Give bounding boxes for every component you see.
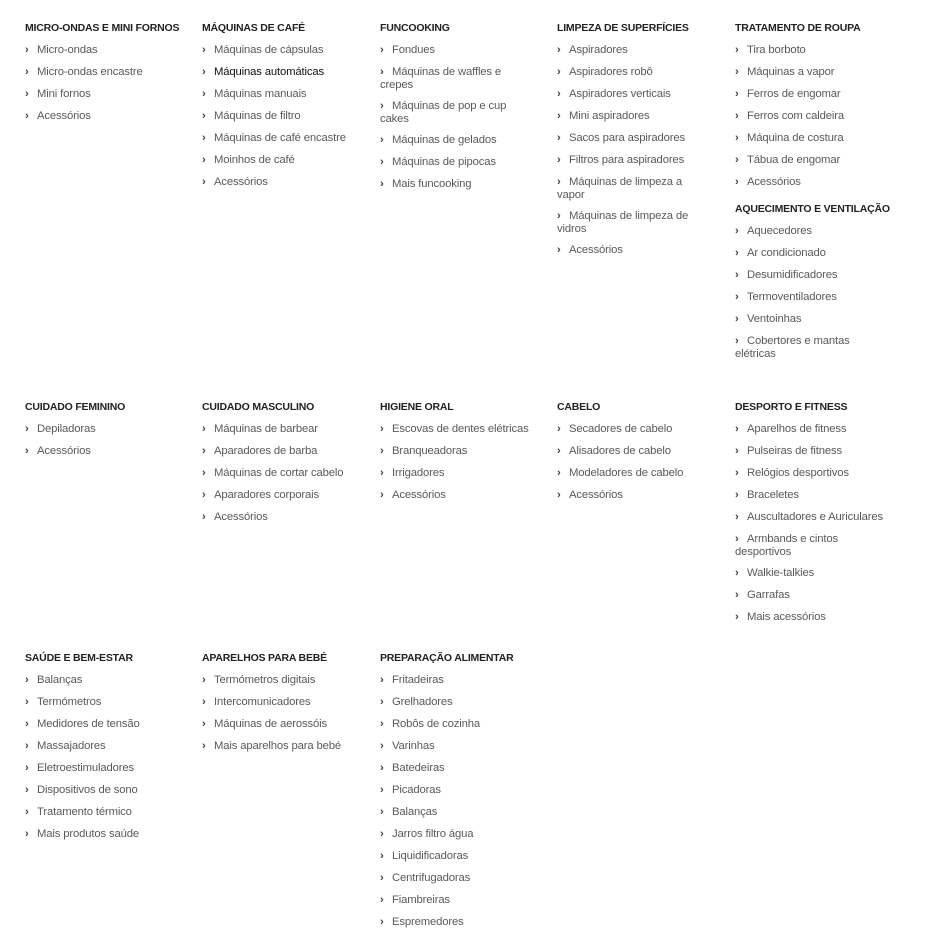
chevron-right-icon: › — [380, 423, 384, 435]
chevron-right-icon: › — [380, 806, 384, 818]
category-link[interactable]: › Moinhos de café — [202, 154, 295, 166]
section-heading: TRATAMENTO DE ROUPA — [735, 22, 861, 34]
section-heading: SAÚDE E BEM-ESTAR — [25, 652, 133, 664]
category-link[interactable]: › Máquina de costura — [735, 132, 844, 144]
category-link[interactable]: › Fritadeiras — [380, 674, 444, 686]
category-link[interactable]: › Walkie-talkies — [735, 567, 815, 579]
chevron-right-icon: › — [735, 489, 739, 501]
chevron-right-icon: › — [557, 210, 561, 222]
chevron-right-icon: › — [557, 489, 561, 501]
category-link[interactable]: › Balanças — [25, 674, 83, 686]
chevron-right-icon: › — [735, 132, 739, 144]
category-link[interactable]: › Acessórios — [202, 511, 268, 523]
category-link[interactable]: › Máquinas a vapor — [735, 66, 835, 78]
chevron-right-icon: › — [380, 850, 384, 862]
chevron-right-icon: › — [202, 423, 206, 435]
chevron-right-icon: › — [202, 154, 206, 166]
chevron-right-icon: › — [735, 511, 739, 523]
category-link[interactable]: › Liquidificadoras — [380, 850, 469, 862]
section-aparelhos-para-bebe — [202, 652, 367, 762]
chevron-right-icon: › — [380, 66, 384, 78]
category-link[interactable]: › Tratamento térmico — [25, 806, 132, 818]
category-link[interactable]: › Mini aspiradores — [557, 110, 650, 122]
chevron-right-icon: › — [25, 806, 29, 818]
section-heading: CUIDADO FEMININO — [25, 401, 126, 413]
category-link[interactable]: › Batedeiras — [380, 762, 445, 774]
chevron-right-icon: › — [202, 66, 206, 78]
section-heading: PREPARAÇÃO ALIMENTAR — [380, 652, 514, 664]
section-heading: CABELO — [557, 401, 601, 413]
category-link[interactable]: › Mais produtos saúde — [25, 828, 140, 840]
category-link[interactable]: › Termómetros digitais — [202, 674, 316, 686]
category-link[interactable]: › Aspiradores robô — [557, 66, 653, 78]
chevron-right-icon: › — [735, 533, 739, 545]
chevron-right-icon: › — [557, 244, 561, 256]
chevron-right-icon: › — [735, 423, 739, 435]
category-link[interactable]: › Massajadores — [25, 740, 106, 752]
section-heading: CUIDADO MASCULINO — [202, 401, 315, 413]
chevron-right-icon: › — [557, 132, 561, 144]
category-list — [25, 44, 190, 123]
category-link[interactable]: › Máquinas de limpeza de vidros — [557, 210, 689, 235]
section-heading: FUNCOOKING — [380, 22, 450, 34]
chevron-right-icon: › — [202, 740, 206, 752]
section-heading-aquecimento: AQUECIMENTO E VENTILAÇÃO — [735, 203, 890, 215]
category-link[interactable]: › Máquinas de pop e cup cakes — [380, 100, 507, 125]
section-heading: DESPORTO E FITNESS — [735, 401, 848, 413]
category-link[interactable]: › Ar condicionado — [735, 247, 826, 259]
category-link[interactable]: › Picadoras — [380, 784, 441, 796]
category-link[interactable]: › Máquinas de barbear — [202, 423, 318, 435]
category-link[interactable]: › Máquinas de cortar cabelo — [202, 467, 344, 479]
section-cabelo — [557, 401, 722, 511]
chevron-right-icon: › — [25, 828, 29, 840]
category-link[interactable]: › Escovas de dentes elétricas — [380, 423, 529, 435]
category-link[interactable]: › Máquinas de gelados — [380, 134, 497, 146]
category-link[interactable]: › Máquinas de aerossóis — [202, 718, 328, 730]
category-link[interactable]: › Garrafas — [735, 589, 790, 601]
chevron-right-icon: › — [380, 696, 384, 708]
chevron-right-icon: › — [735, 445, 739, 457]
chevron-right-icon: › — [25, 110, 29, 122]
chevron-right-icon: › — [380, 828, 384, 840]
chevron-right-icon: › — [557, 176, 561, 188]
category-link[interactable]: › Sacos para aspiradores — [557, 132, 686, 144]
category-link[interactable]: › Aquecedores — [735, 225, 812, 237]
category-link[interactable]: › Modeladores de cabelo — [557, 467, 684, 479]
chevron-right-icon: › — [202, 511, 206, 523]
category-link[interactable]: › Robôs de cozinha — [380, 718, 481, 730]
section-cuidado-feminino — [25, 401, 190, 467]
category-link[interactable]: › Ferros de engomar — [735, 88, 841, 100]
category-link[interactable]: › Eletroestimuladores — [25, 762, 134, 774]
chevron-right-icon: › — [735, 154, 739, 166]
chevron-right-icon: › — [380, 674, 384, 686]
category-link[interactable]: › Acessórios — [25, 110, 91, 122]
chevron-right-icon: › — [380, 489, 384, 501]
category-link[interactable]: › Depiladoras — [25, 423, 96, 435]
chevron-right-icon: › — [25, 762, 29, 774]
category-link[interactable]: › Auscultadores e Auriculares — [735, 511, 883, 523]
category-link[interactable]: › Ferros com caldeira — [735, 110, 844, 122]
chevron-right-icon: › — [202, 467, 206, 479]
chevron-right-icon: › — [735, 567, 739, 579]
chevron-right-icon: › — [380, 44, 384, 56]
category-list — [735, 423, 905, 624]
category-link[interactable]: › Varinhas — [380, 740, 435, 752]
category-list — [557, 44, 707, 257]
chevron-right-icon: › — [25, 88, 29, 100]
section-micro-ondas — [25, 22, 190, 132]
chevron-right-icon: › — [380, 134, 384, 146]
category-link[interactable]: › Pulseiras de fitness — [735, 445, 842, 457]
chevron-right-icon: › — [25, 784, 29, 796]
category-link[interactable]: › Intercomunicadores — [202, 696, 311, 708]
category-list — [380, 674, 545, 929]
category-link[interactable]: › Aparadores de barba — [202, 445, 318, 457]
category-list — [557, 423, 722, 502]
category-link[interactable]: › Tira borboto — [735, 44, 806, 56]
chevron-right-icon: › — [25, 718, 29, 730]
category-link[interactable]: › Máquinas de filtro — [202, 110, 301, 122]
chevron-right-icon: › — [735, 110, 739, 122]
category-link[interactable]: › Acessórios — [25, 445, 91, 457]
chevron-right-icon: › — [735, 611, 739, 623]
chevron-right-icon: › — [380, 740, 384, 752]
chevron-right-icon: › — [735, 66, 739, 78]
category-link[interactable]: › Termómetros — [25, 696, 102, 708]
chevron-right-icon: › — [380, 762, 384, 774]
category-list — [202, 674, 367, 753]
chevron-right-icon: › — [380, 445, 384, 457]
category-link[interactable]: › Acessórios — [557, 489, 623, 501]
category-link[interactable]: › Acessórios — [735, 176, 801, 188]
category-link[interactable]: › Termoventiladores — [735, 291, 837, 303]
category-link[interactable]: › Espremedores — [380, 916, 464, 928]
category-link[interactable]: › Fondues — [380, 44, 435, 56]
category-link[interactable]: › Acessórios — [557, 244, 623, 256]
chevron-right-icon: › — [25, 674, 29, 686]
chevron-right-icon: › — [25, 44, 29, 56]
chevron-right-icon: › — [202, 44, 206, 56]
category-link[interactable]: › Grelhadores — [380, 696, 453, 708]
category-list — [380, 44, 530, 191]
category-link[interactable]: › Mais funcooking — [380, 178, 472, 190]
category-link[interactable]: › Aparelhos de fitness — [735, 423, 847, 435]
section-cuidado-masculino — [202, 401, 367, 533]
category-link[interactable]: › Jarros filtro água — [380, 828, 474, 840]
section-limpeza-de-superficies — [557, 22, 707, 266]
category-link[interactable]: › Desumidificadores — [735, 269, 838, 281]
category-link[interactable]: › Medidores de tensão — [25, 718, 140, 730]
chevron-right-icon: › — [380, 178, 384, 190]
category-list — [25, 674, 190, 841]
category-link-active[interactable]: › Máquinas automáticas — [202, 66, 325, 78]
chevron-right-icon: › — [25, 66, 29, 78]
category-link[interactable]: › Máquinas de limpeza a vapor — [557, 176, 683, 201]
category-list — [202, 44, 367, 189]
category-link[interactable]: › Máquinas de waffles e crepes — [380, 66, 502, 91]
section-heading: APARELHOS PARA BEBÉ — [202, 652, 327, 664]
category-link[interactable]: › Secadores de cabelo — [557, 423, 673, 435]
chevron-right-icon: › — [25, 445, 29, 457]
chevron-right-icon: › — [202, 176, 206, 188]
category-link[interactable]: › Balanças — [380, 806, 438, 818]
category-link[interactable]: › Cobertores e mantas elétricas — [735, 335, 850, 360]
chevron-right-icon: › — [202, 88, 206, 100]
section-heading: HIGIENE ORAL — [380, 401, 454, 413]
category-link[interactable]: › Dispositivos de sono — [25, 784, 138, 796]
category-link[interactable]: › Máquinas de cápsulas — [202, 44, 324, 56]
category-link[interactable]: › Fiambreiras — [380, 894, 450, 906]
category-link[interactable]: › Armbands e cintos desportivos — [735, 533, 839, 558]
chevron-right-icon: › — [735, 269, 739, 281]
chevron-right-icon: › — [557, 154, 561, 166]
category-link[interactable]: › Branqueadoras — [380, 445, 468, 457]
section-maquinas-de-cafe — [202, 22, 367, 198]
chevron-right-icon: › — [735, 291, 739, 303]
category-link[interactable]: › Máquinas de pipocas — [380, 156, 496, 168]
chevron-right-icon: › — [557, 88, 561, 100]
chevron-right-icon: › — [202, 110, 206, 122]
category-link[interactable]: › Centrifugadoras — [380, 872, 471, 884]
chevron-right-icon: › — [380, 718, 384, 730]
chevron-right-icon: › — [735, 88, 739, 100]
category-link[interactable]: › Aspiradores verticais — [557, 88, 671, 100]
section-heading: MÁQUINAS DE CAFÉ — [202, 22, 305, 34]
chevron-right-icon: › — [557, 66, 561, 78]
category-list — [202, 423, 367, 524]
category-list — [25, 423, 190, 458]
chevron-right-icon: › — [380, 872, 384, 884]
category-link[interactable]: › Máquinas manuais — [202, 88, 307, 100]
section-funcooking — [380, 22, 530, 200]
category-link[interactable]: › Mais acessórios — [735, 611, 826, 623]
section-preparacao-alimentar — [380, 652, 545, 938]
category-link[interactable]: › Irrigadores — [380, 467, 445, 479]
chevron-right-icon: › — [557, 467, 561, 479]
chevron-right-icon: › — [380, 100, 384, 112]
category-link[interactable]: › Filtros para aspiradores — [557, 154, 685, 166]
chevron-right-icon: › — [735, 589, 739, 601]
category-link[interactable]: › Micro-ondas — [25, 44, 98, 56]
category-link[interactable]: › Máquinas de café encastre — [202, 132, 346, 144]
section-heading: LIMPEZA DE SUPERFÍCIES — [557, 22, 689, 34]
category-link[interactable]: › Relógios desportivos — [735, 467, 849, 479]
chevron-right-icon: › — [380, 894, 384, 906]
chevron-right-icon: › — [380, 916, 384, 928]
section-higiene-oral — [380, 401, 545, 511]
category-link[interactable]: › Mini fornos — [25, 88, 91, 100]
chevron-right-icon: › — [202, 489, 206, 501]
chevron-right-icon: › — [202, 674, 206, 686]
chevron-right-icon: › — [380, 784, 384, 796]
chevron-right-icon: › — [735, 225, 739, 237]
chevron-right-icon: › — [202, 445, 206, 457]
chevron-right-icon: › — [202, 696, 206, 708]
category-link[interactable]: › Acessórios — [202, 176, 268, 188]
chevron-right-icon: › — [202, 718, 206, 730]
chevron-right-icon: › — [380, 156, 384, 168]
section-desporto-e-fitness — [735, 401, 905, 633]
chevron-right-icon: › — [735, 467, 739, 479]
chevron-right-icon: › — [557, 110, 561, 122]
chevron-right-icon: › — [735, 176, 739, 188]
category-link[interactable]: › Braceletes — [735, 489, 799, 501]
chevron-right-icon: › — [557, 44, 561, 56]
chevron-right-icon: › — [735, 313, 739, 325]
chevron-right-icon: › — [202, 132, 206, 144]
category-list — [380, 423, 545, 502]
chevron-right-icon: › — [735, 44, 739, 56]
category-link[interactable]: › Mais aparelhos para bebé — [202, 740, 342, 752]
chevron-right-icon: › — [735, 247, 739, 259]
section-saude-e-bem-estar — [25, 652, 190, 850]
chevron-right-icon: › — [25, 696, 29, 708]
chevron-right-icon: › — [735, 335, 739, 347]
category-link[interactable]: › Aspiradores — [557, 44, 628, 56]
section-tratamento-de-roupa — [735, 22, 895, 369]
chevron-right-icon: › — [557, 423, 561, 435]
category-link[interactable]: › Alisadores de cabelo — [557, 445, 671, 457]
chevron-right-icon: › — [557, 445, 561, 457]
chevron-right-icon: › — [25, 740, 29, 752]
chevron-right-icon: › — [25, 423, 29, 435]
section-heading: MICRO-ONDAS E MINI FORNOS — [25, 22, 180, 34]
category-link[interactable]: › Acessórios — [380, 489, 446, 501]
category-link[interactable]: › Tábua de engomar — [735, 154, 841, 166]
chevron-right-icon: › — [380, 467, 384, 479]
category-link[interactable]: › Micro-ondas encastre — [25, 66, 143, 78]
category-link[interactable]: › Ventoinhas — [735, 313, 802, 325]
category-list — [735, 44, 895, 189]
category-link[interactable]: › Aparadores corporais — [202, 489, 320, 501]
category-list — [735, 225, 895, 361]
